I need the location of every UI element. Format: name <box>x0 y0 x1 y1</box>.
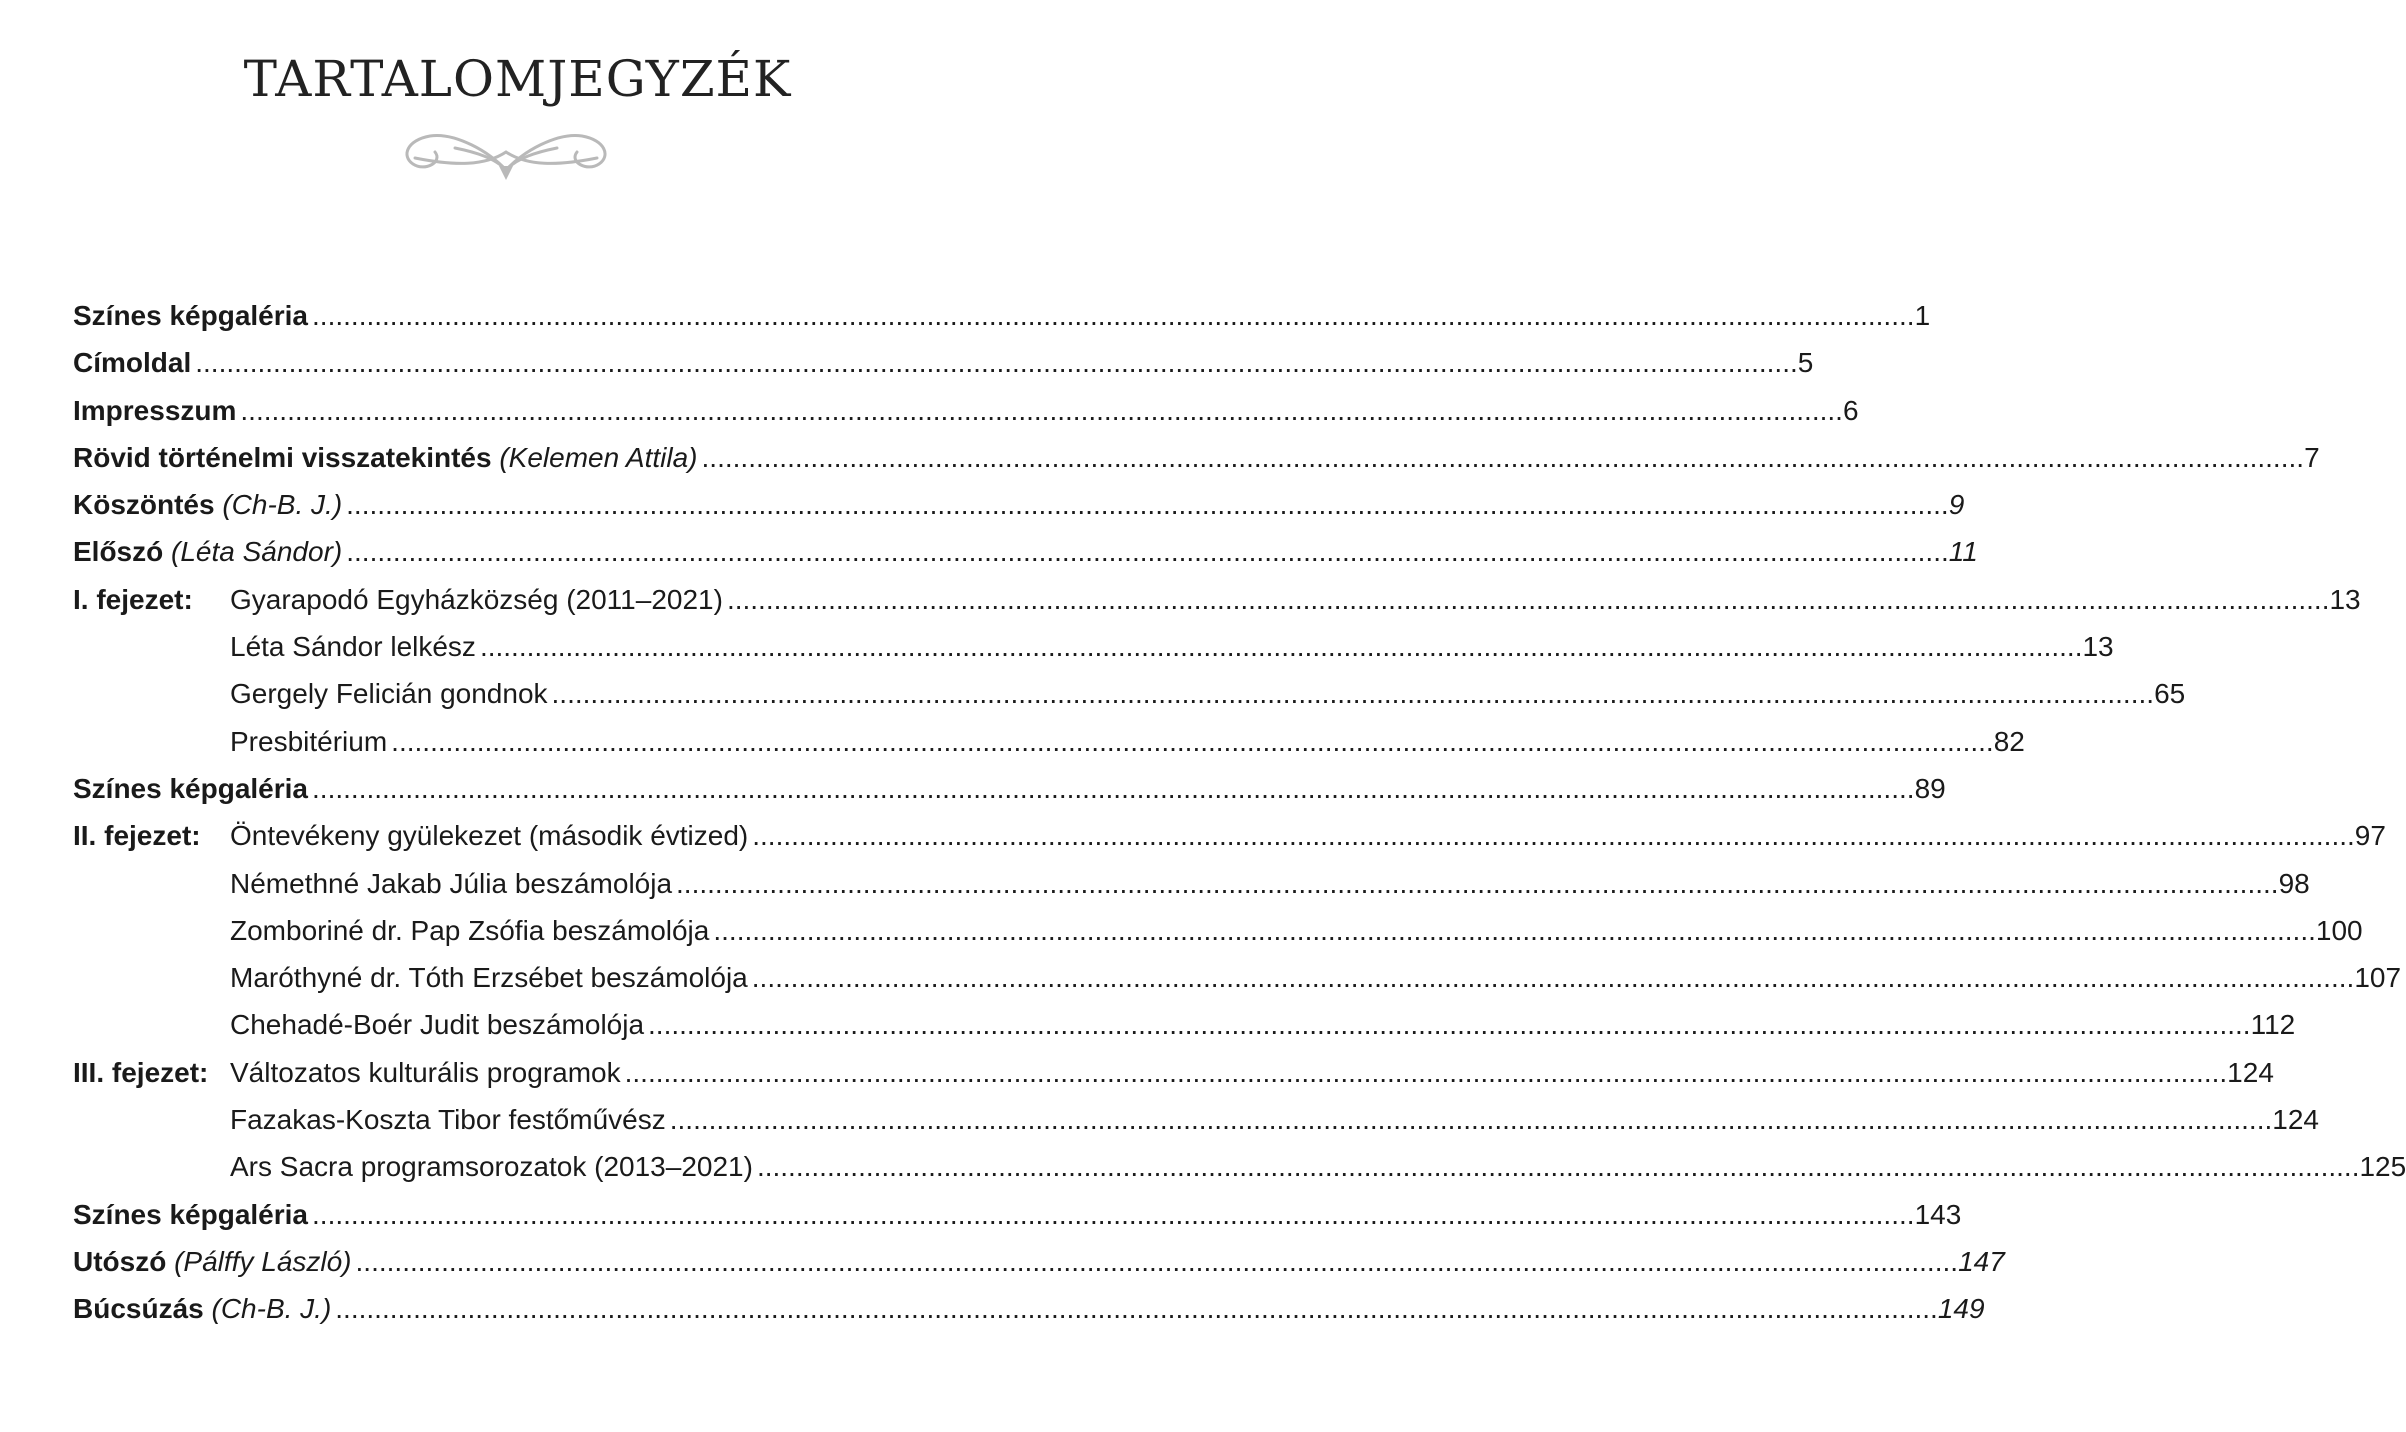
toc-entry[interactable] <box>73 1143 2406 1190</box>
entry-title: Gergely Felicián gondnok <box>230 678 548 710</box>
dot-leader <box>752 954 2355 1001</box>
toc-entry-title <box>230 907 713 954</box>
toc-entry[interactable] <box>73 292 1931 339</box>
entry-bold-title: Címoldal <box>73 347 192 379</box>
page-number: 107 <box>2354 962 2402 994</box>
dot-leader <box>346 528 1949 575</box>
dot-leader <box>670 1096 2273 1143</box>
entry-title: Változatos kulturális programok <box>230 1056 621 1088</box>
entry-title: Ars Sacra programsorozatok (2013–2021) <box>230 1151 753 1183</box>
entry-title: Chehadé-Boér Judit beszámolója <box>230 1009 645 1041</box>
toc-entry-title <box>73 292 312 339</box>
entry-author: (Ch-B. J.) <box>222 489 343 521</box>
toc-entry-title <box>230 576 727 623</box>
dot-leader <box>727 576 2330 623</box>
entry-bold-title: Színes képgaléria <box>73 772 309 804</box>
toc-entry-title <box>73 434 702 481</box>
toc-entry-title <box>230 623 480 670</box>
page-number: 5 <box>1797 347 1814 379</box>
toc-entry-title <box>230 954 752 1001</box>
entry-title: Zomboriné dr. Pap Zsófia beszámolója <box>230 914 710 946</box>
ornament-flourish-icon <box>395 122 617 184</box>
toc-entry[interactable] <box>73 954 2402 1001</box>
toc-entry-title <box>230 1143 757 1190</box>
page-number: 97 <box>2354 820 2386 852</box>
toc-entry-title <box>73 528 346 575</box>
dot-leader <box>356 1238 1959 1285</box>
dot-leader <box>240 387 1843 434</box>
page-number: 124 <box>2272 1104 2319 1136</box>
toc-entry[interactable] <box>73 670 2186 717</box>
toc-entry-title <box>230 1096 670 1143</box>
page-number: 7 <box>2304 441 2320 473</box>
toc-entry-title <box>230 860 676 907</box>
dot-leader <box>757 1143 2360 1190</box>
dot-leader <box>480 623 2083 670</box>
entry-author: (Léta Sándor) <box>171 536 343 568</box>
page-number: 112 <box>2250 1009 2296 1041</box>
chapter-label: II. fejezet: <box>73 820 201 852</box>
toc-entry[interactable] <box>73 481 1965 528</box>
toc-entry-title <box>230 718 391 765</box>
page-number: 100 <box>2315 914 2363 946</box>
toc-entry-title <box>230 1049 625 1096</box>
entry-title: Presbitérium <box>230 725 388 757</box>
entry-author: (Ch-B. J.) <box>211 1293 332 1325</box>
page-number: 9 <box>1948 489 1965 521</box>
toc-entry[interactable] <box>73 1191 1962 1238</box>
toc-entry[interactable] <box>73 434 2320 481</box>
chapter-label: I. fejezet: <box>73 583 193 615</box>
dot-leader <box>195 339 1798 386</box>
dot-leader <box>346 481 1949 528</box>
entry-author: (Pálffy László) <box>174 1245 352 1277</box>
dot-leader <box>335 1285 1938 1332</box>
entry-title: Némethné Jakab Júlia beszámolója <box>230 867 673 899</box>
toc-entry[interactable] <box>73 812 2386 859</box>
toc-entry[interactable] <box>73 1001 2296 1048</box>
entry-title: Fazakas-Koszta Tibor festőművész <box>230 1104 666 1136</box>
dot-leader <box>752 812 2355 859</box>
page-number: 98 <box>2278 867 2310 899</box>
entry-bold-title: Köszöntés <box>73 489 215 521</box>
page-number: 13 <box>2329 583 2361 615</box>
entry-title: Léta Sándor lelkész <box>230 631 476 663</box>
entry-bold-title: Színes képgaléria <box>73 300 309 331</box>
toc-entry-title <box>73 1285 335 1332</box>
table-of-contents <box>73 292 2406 1333</box>
toc-entry-title <box>73 339 195 386</box>
dot-leader <box>625 1049 2228 1096</box>
toc-entry[interactable] <box>73 1096 2319 1143</box>
entry-author: (Kelemen Attila) <box>499 441 698 473</box>
toc-entry-title <box>73 765 312 812</box>
toc-entry[interactable] <box>73 718 2025 765</box>
dot-leader <box>312 1191 1915 1238</box>
page-number: 143 <box>1914 1198 1962 1230</box>
page-number: 1 <box>1914 300 1931 331</box>
toc-entry[interactable] <box>73 907 2363 954</box>
dot-leader <box>702 434 2305 481</box>
entry-bold-title: Impresszum <box>73 394 237 426</box>
page-number: 82 <box>1993 725 2025 757</box>
page-number: 13 <box>2082 631 2114 663</box>
page-title: TARTALOMJEGYZÉK <box>243 50 792 108</box>
entry-title: Maróthyné dr. Tóth Erzsébet beszámolója <box>230 962 748 994</box>
toc-entry[interactable] <box>73 1285 1985 1332</box>
page-number: 89 <box>1914 772 1946 804</box>
toc-entry-title <box>230 670 552 717</box>
page-number: 65 <box>2154 678 2186 710</box>
dot-leader <box>648 1001 2251 1048</box>
dot-leader <box>676 860 2279 907</box>
dot-leader <box>312 292 1915 339</box>
entry-bold-title: Rövid történelmi visszatekintés <box>73 441 492 473</box>
toc-entry[interactable] <box>73 765 1946 812</box>
dot-leader <box>391 718 1994 765</box>
entry-bold-title: Búcsúzás <box>73 1293 204 1325</box>
toc-entry[interactable] <box>73 339 1814 386</box>
page-number: 125 <box>2359 1151 2406 1183</box>
toc-entry-title <box>73 387 240 434</box>
dot-leader <box>312 765 1915 812</box>
entry-title: Öntevékeny gyülekezet (második évtized) <box>230 820 749 852</box>
page-number: 147 <box>1958 1245 2005 1277</box>
page-number: 6 <box>1842 394 1859 426</box>
entry-bold-title: Előszó <box>73 536 164 568</box>
dot-leader <box>552 670 2155 717</box>
entry-bold-title: Színes képgaléria <box>73 1198 309 1230</box>
toc-entry[interactable] <box>73 528 1978 575</box>
entry-title: Gyarapodó Egyházközség (2011–2021) <box>230 583 723 615</box>
toc-entry-title <box>73 1191 312 1238</box>
toc-entry[interactable] <box>73 623 2114 670</box>
toc-entry-title <box>73 481 346 528</box>
toc-entry[interactable] <box>73 1238 2005 1285</box>
toc-entry[interactable] <box>73 860 2310 907</box>
toc-entry[interactable] <box>73 387 1859 434</box>
entry-bold-title: Utószó <box>73 1245 167 1277</box>
toc-entry-title <box>73 1238 356 1285</box>
toc-entry[interactable] <box>73 576 2361 623</box>
toc-entry-title <box>230 812 752 859</box>
page-number: 149 <box>1937 1293 1985 1325</box>
page-number: 124 <box>2227 1056 2274 1088</box>
toc-entry[interactable] <box>73 1049 2274 1096</box>
toc-entry-title <box>230 1001 648 1048</box>
chapter-label: III. fejezet: <box>73 1056 209 1088</box>
page-number: 11 <box>1948 536 1978 568</box>
dot-leader <box>713 907 2316 954</box>
